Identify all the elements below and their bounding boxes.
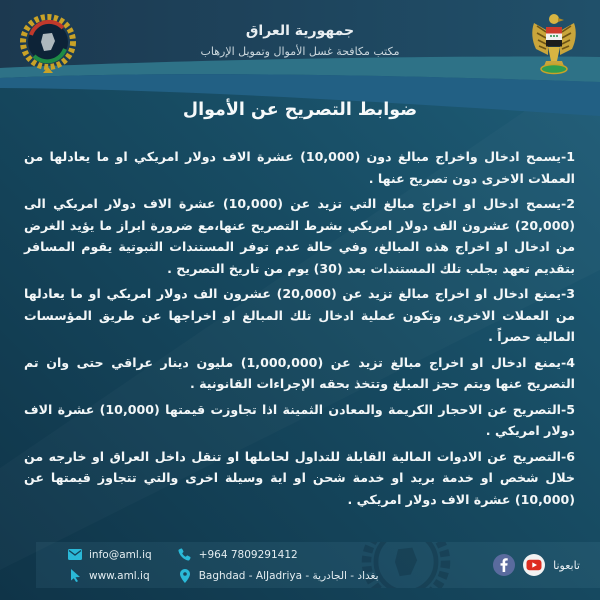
cursor-icon — [68, 569, 82, 583]
country-title: جمهورية العراق — [245, 23, 355, 39]
website-text: www.aml.iq — [89, 569, 150, 582]
rule-4: 4-يمنع ادخال او اخراج مبالغ تزيد عن (1,000,000) مليون دينار عراقي حتى وان تم التصريح عنها ويتم حجز المبلغ وتتخذ بحقه الإجراءات القانونية . — [24, 354, 575, 391]
website-link[interactable] — [68, 569, 152, 583]
header — [0, 0, 600, 90]
phone-icon — [178, 548, 192, 562]
contact-col-left — [68, 548, 152, 583]
follow-us-label: تابعونا — [553, 558, 580, 572]
rule-6: 6-التصريح عن الادوات المالية القابلة للتداول لحاملها او تنقل داخل العراق او خارجه من خلال شخص او خدمة بريد او خدمة شحن او اية وسيلة اخرى والتي تتجاوز قيمتها عن (10,000) عشرة الاف دولار امريكي . — [24, 448, 575, 507]
rule-5: 5-التصريح عن الاحجار الكريمة والمعادن الثمينة اذا تجاوزت قيمتها (10,000) عشرة الاف دولار امريكي . — [24, 401, 575, 438]
footer-bar — [36, 542, 600, 588]
phone-text: +964 7809291412 — [198, 548, 298, 561]
iraq-coat-of-arms — [526, 11, 582, 81]
email-link[interactable] — [68, 548, 152, 562]
header-text — [0, 23, 600, 58]
youtube-icon[interactable] — [523, 554, 545, 576]
address-text: Baghdad - AlJadriya - بغداد - الجادرية — [198, 569, 379, 582]
location-pin-icon — [178, 569, 192, 583]
contact-col-right — [178, 548, 379, 583]
envelope-icon — [68, 548, 82, 562]
rule-2: 2-يسمح ادخال او اخراج مبالغ التي تزيد عن (10,000) عشرة الاف دولار امريكي الى (20,000) عشرون الف دولار امريكي بشرط التصريح عنها،مع ضرورة ابراز ما يؤيد الغرض من ادخال او اخراج هذه المبالغ، وفي حالة عدم توفر المستندات الثبوتية يقوم المسافر بتقديم تعهد بجلب تلك المستندات بعد (30) يوم من تاريخ التصريح . — [24, 196, 576, 276]
rules-list — [24, 146, 575, 514]
contact-info — [68, 548, 379, 583]
facebook-icon[interactable] — [493, 554, 515, 576]
rule-1: 1-يسمح ادخال واخراج مبالغ دون (10,000) عشرة الاف دولار امريكي او ما يعادلها من العملات الاخرى دون تصريح عنها . — [24, 149, 575, 186]
rule-3: 3-يمنع ادخال او اخراج مبالغ تزيد عن (20,000) عشرون الف دولار امريكي او ما يعادلها من العملات الاخرى، وتكون عملية ادخال تلك المبالغ او اخراجها عن طريق المؤسسات المالية حصراً . — [24, 286, 576, 344]
email-text: info@aml.iq — [89, 548, 152, 561]
page-title: ضوابط التصريح عن الأموال — [182, 100, 418, 120]
social-links — [493, 542, 582, 588]
eagle-emblem-icon — [526, 11, 582, 77]
address — [178, 569, 379, 583]
phone-link[interactable] — [178, 548, 379, 562]
office-subtitle: مكتب مكافحة غسل الأموال وتمويل الإرهاب — [200, 45, 400, 58]
